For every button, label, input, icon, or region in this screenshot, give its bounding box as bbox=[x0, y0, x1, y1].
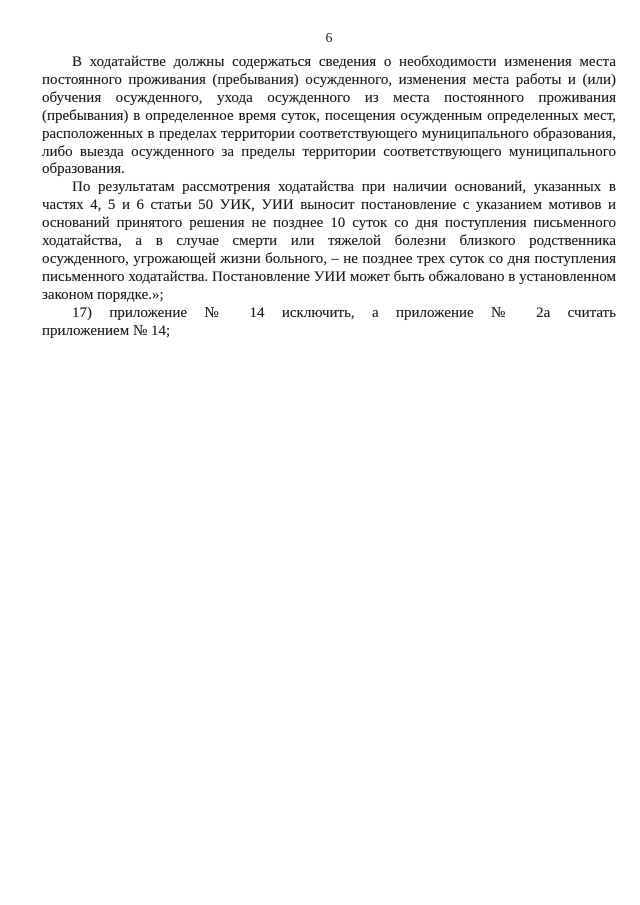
document-body bbox=[42, 54, 616, 341]
page-number: 6 bbox=[325, 31, 333, 46]
paragraph-item-17 bbox=[42, 305, 616, 341]
paragraph-motion-contents: В ходатайстве должны содержаться сведения о необходимости изменения места постоянного проживания (пребывания) осужденного, изменения места работы и (или) обучения осужденного, ухода осужденного из места постоянного проживания (пребывания) в определенное время суток, посещения осужденным определенных мест, расположенных в пределах территории соответствующего муниципального образования, либо выезда осужденного за пределы территории соответствующего муниципального образования. bbox=[42, 54, 616, 178]
item-17-line-1: 17) приложение № 14 исключить, а приложение № 2а считать bbox=[72, 304, 616, 321]
paragraph-review-results: По результатам рассмотрения ходатайства при наличии оснований, указанных в частях 4, 5 и 6 статьи 50 УИК, УИИ выносит постановление с указанием мотивов и оснований принятого решения не позднее 10 суток со дня поступления письменного ходатайства, а в случае смерти или тяжелой болезни близкого родственника осужденного, угрожающей жизни больного, – не позднее трех суток со дня поступления письменного ходатайства. Постановление УИИ может быть обжаловано в установленном законом порядке.»; bbox=[42, 179, 616, 303]
item-17-line-2: приложением № 14; bbox=[42, 322, 171, 339]
